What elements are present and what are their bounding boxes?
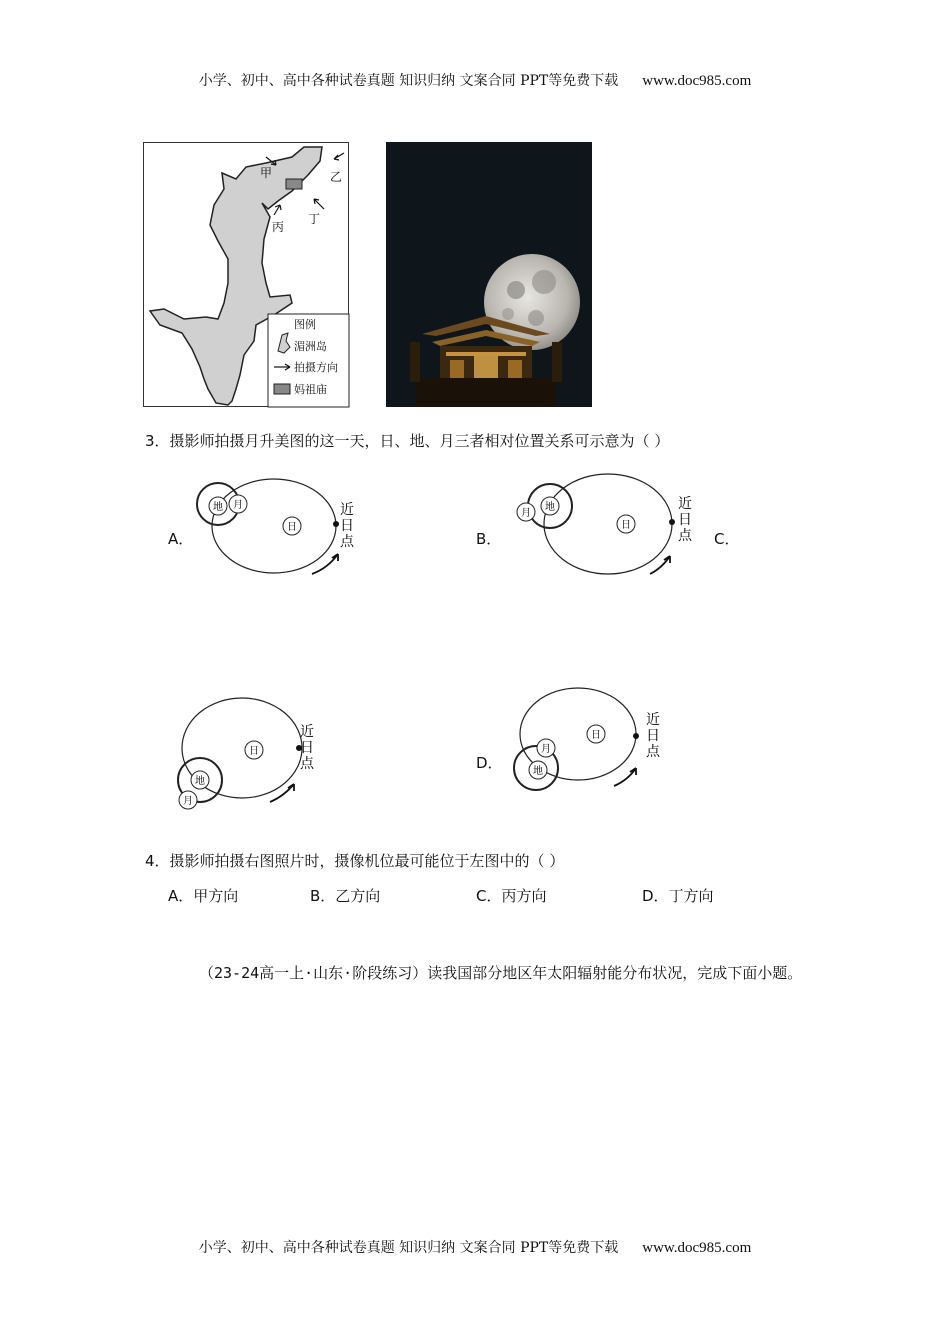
island-map bbox=[143, 142, 349, 407]
orbit-diagram-a bbox=[190, 476, 370, 580]
b-moon: 月 bbox=[521, 508, 531, 519]
option-a-label: A． bbox=[168, 530, 194, 548]
legend-temple-icon bbox=[274, 384, 290, 394]
footer-site: www.doc985.com bbox=[642, 1240, 752, 1256]
label-ding: 丁 bbox=[308, 212, 321, 226]
option-c-label: C． bbox=[714, 530, 740, 548]
passage-intro: （23-24高一上·山东·阶段练习）读我国部分地区年太阳辐射能分布状况，完成下面小题。 bbox=[199, 964, 803, 982]
b-ri: 日 bbox=[678, 512, 692, 528]
question-3: 3．摄影师拍摄月升美图的这一天，日、地、月三者相对位置关系可示意为（ ） bbox=[145, 432, 670, 450]
choice-b: B．乙方向 bbox=[310, 887, 381, 905]
orbit-diagram-d bbox=[510, 686, 670, 796]
orbit-diagram-b bbox=[510, 472, 700, 580]
choice-d: D．丁方向 bbox=[642, 887, 714, 905]
label-jia: 甲 bbox=[260, 166, 273, 180]
b-dian: 点 bbox=[678, 528, 692, 544]
d-earth: 地 bbox=[533, 766, 543, 777]
d-near: 近 bbox=[646, 712, 660, 728]
c-dian: 点 bbox=[300, 756, 314, 772]
a-sun: 日 bbox=[287, 522, 297, 533]
c-ri: 日 bbox=[300, 740, 314, 756]
choice-a: A．甲方向 bbox=[168, 887, 239, 905]
temple-marker bbox=[286, 179, 302, 189]
page-header bbox=[0, 70, 950, 90]
c-near: 近 bbox=[300, 724, 314, 740]
a-ri: 日 bbox=[340, 518, 354, 534]
legend-title: 图例 bbox=[294, 318, 316, 331]
orbit-diagram-c bbox=[172, 692, 322, 812]
moonrise-photo-svg bbox=[386, 142, 592, 407]
question-4: 4．摄影师拍摄右图照片时，摄像机位最可能位于左图中的（ ） bbox=[145, 852, 565, 870]
b-sun: 日 bbox=[621, 520, 631, 531]
option-b-label: B． bbox=[476, 530, 502, 548]
header-text: 小学、初中、高中各种试卷真题 知识归纳 文案合同 PPT等免费下载 bbox=[198, 73, 619, 89]
c-sun: 日 bbox=[249, 746, 259, 757]
island-map-svg bbox=[144, 143, 350, 408]
page-footer bbox=[0, 1237, 950, 1257]
b-near: 近 bbox=[678, 496, 692, 512]
a-earth: 地 bbox=[213, 502, 223, 513]
a-near: 近 bbox=[340, 502, 354, 518]
d-ri: 日 bbox=[646, 728, 660, 744]
c-moon: 月 bbox=[183, 796, 193, 807]
legend-temple: 妈祖庙 bbox=[294, 383, 327, 396]
a-moon: 月 bbox=[233, 500, 243, 511]
label-bing: 丙 bbox=[272, 220, 285, 234]
b-earth: 地 bbox=[545, 502, 555, 513]
label-yi: 乙 bbox=[330, 170, 343, 184]
choice-c: C．丙方向 bbox=[476, 887, 547, 905]
c-earth: 地 bbox=[195, 776, 205, 787]
d-sun: 日 bbox=[591, 730, 601, 741]
d-dian: 点 bbox=[646, 744, 660, 760]
footer-text: 小学、初中、高中各种试卷真题 知识归纳 文案合同 PPT等免费下载 bbox=[198, 1240, 619, 1256]
legend-island: 湄洲岛 bbox=[294, 340, 327, 353]
legend-direction: 拍摄方向 bbox=[294, 361, 338, 374]
d-moon: 月 bbox=[541, 744, 551, 755]
option-d-label: D． bbox=[476, 754, 503, 772]
a-dian: 点 bbox=[340, 534, 354, 550]
moonrise-photo bbox=[386, 142, 592, 407]
header-site: www.doc985.com bbox=[642, 73, 752, 89]
